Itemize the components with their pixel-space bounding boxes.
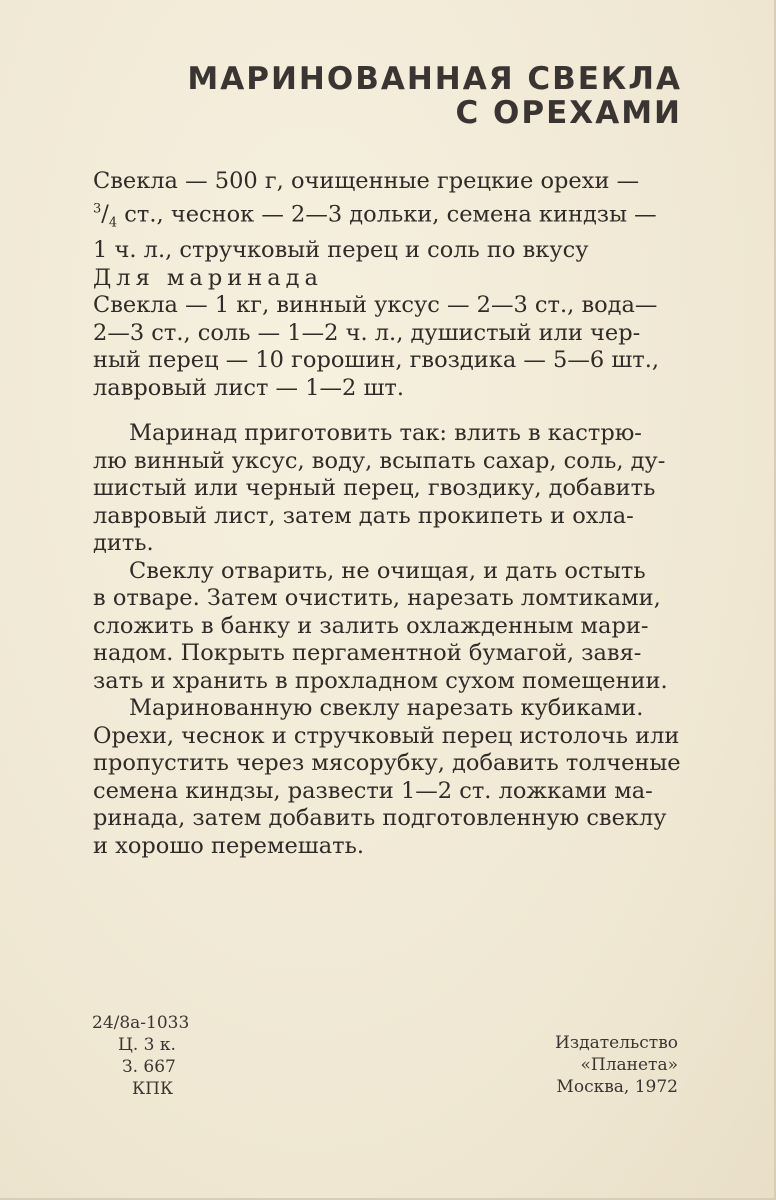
- ingredients-line-8: лавровый лист — 1—2 шт.: [93, 374, 404, 401]
- order-number: З. 667: [122, 1057, 176, 1077]
- ingredients-line-5: Свекла — 1 кг, винный уксус — 2—3 ст., вода—: [93, 292, 658, 318]
- ingredients-line-1: Свекла — 500 г, очищенные грецкие орехи —: [93, 168, 640, 194]
- ingredients-line-7: ный перец — 10 горошин, гвоздика — 5—6 шт.,: [93, 347, 659, 373]
- print-code: 24/8а-1033: [92, 1013, 190, 1033]
- ingredients-block: [93, 168, 693, 402]
- ingredients-line-2: [93, 196, 693, 238]
- ingredients-line-2-text: ст., чеснок — 2—3 дольки, семена киндзы —: [117, 201, 657, 227]
- city-year: Москва, 1972: [556, 1077, 678, 1097]
- method-line: Свеклу отварить, не очищая, и дать остыть: [129, 557, 646, 584]
- method-line: в отваре. Затем очистить, нарезать ломтиками,: [93, 585, 661, 611]
- method-line: Орехи, чеснок и стручковый перец истолочь или: [93, 722, 680, 749]
- publisher-name: «Планета»: [580, 1055, 678, 1075]
- recipe-title: [187, 62, 682, 130]
- method-line: пропустить через мясорубку, добавить толченые: [93, 750, 681, 776]
- method-block: [93, 420, 693, 860]
- method-line: дить.: [93, 530, 154, 556]
- publisher-info: [555, 1032, 678, 1098]
- recipe-title-line-2: С ОРЕХАМИ: [455, 95, 682, 131]
- method-line: сложить в банку и залить охлажденным мари-: [93, 612, 649, 639]
- method-paragraph-1: [93, 420, 693, 558]
- method-line: надом. Покрыть пергаментной бумагой, завя-: [93, 640, 642, 666]
- fraction-denominator: 4: [108, 215, 118, 231]
- method-paragraph-2: [93, 558, 693, 696]
- recipe-title-line-1: МАРИНОВАННАЯ СВЕКЛА: [187, 61, 682, 97]
- method-line: Маринованную свеклу нарезать кубиками.: [129, 695, 644, 721]
- method-line: ринада, затем добавить подготовленную свеклу: [93, 805, 667, 831]
- marinade-heading: Для маринада: [93, 264, 323, 291]
- method-line: шистый или черный перец, гвоздику, добавить: [93, 475, 656, 501]
- method-line: лавровый лист, затем дать прокипеть и охла-: [93, 502, 634, 529]
- price: Ц. 3 к.: [118, 1035, 176, 1055]
- publisher-label: Издательство: [555, 1033, 678, 1053]
- printer-code: КПК: [132, 1079, 174, 1099]
- imprint-codes: [92, 1012, 189, 1100]
- ingredients-line-3: 1 ч. л., стручковый перец и соль по вкусу: [93, 237, 589, 263]
- method-line: зать и хранить в прохладном сухом помещении.: [93, 667, 668, 694]
- method-paragraph-3: [93, 695, 693, 860]
- method-line: и хорошо перемешать.: [93, 832, 364, 859]
- fraction-numerator: 3: [93, 201, 102, 217]
- ingredients-line-6: 2—3 ст., соль — 1—2 ч. л., душистый или чер-: [93, 319, 641, 346]
- method-line: лю винный уксус, воду, всыпать сахар, соль, ду-: [93, 447, 666, 474]
- method-line: Маринад приготовить так: влить в кастрю-: [129, 420, 642, 446]
- fraction: $^3/_4$: [93, 201, 118, 231]
- method-line: семена киндзы, развести 1—2 ст. ложками ма-: [93, 777, 653, 804]
